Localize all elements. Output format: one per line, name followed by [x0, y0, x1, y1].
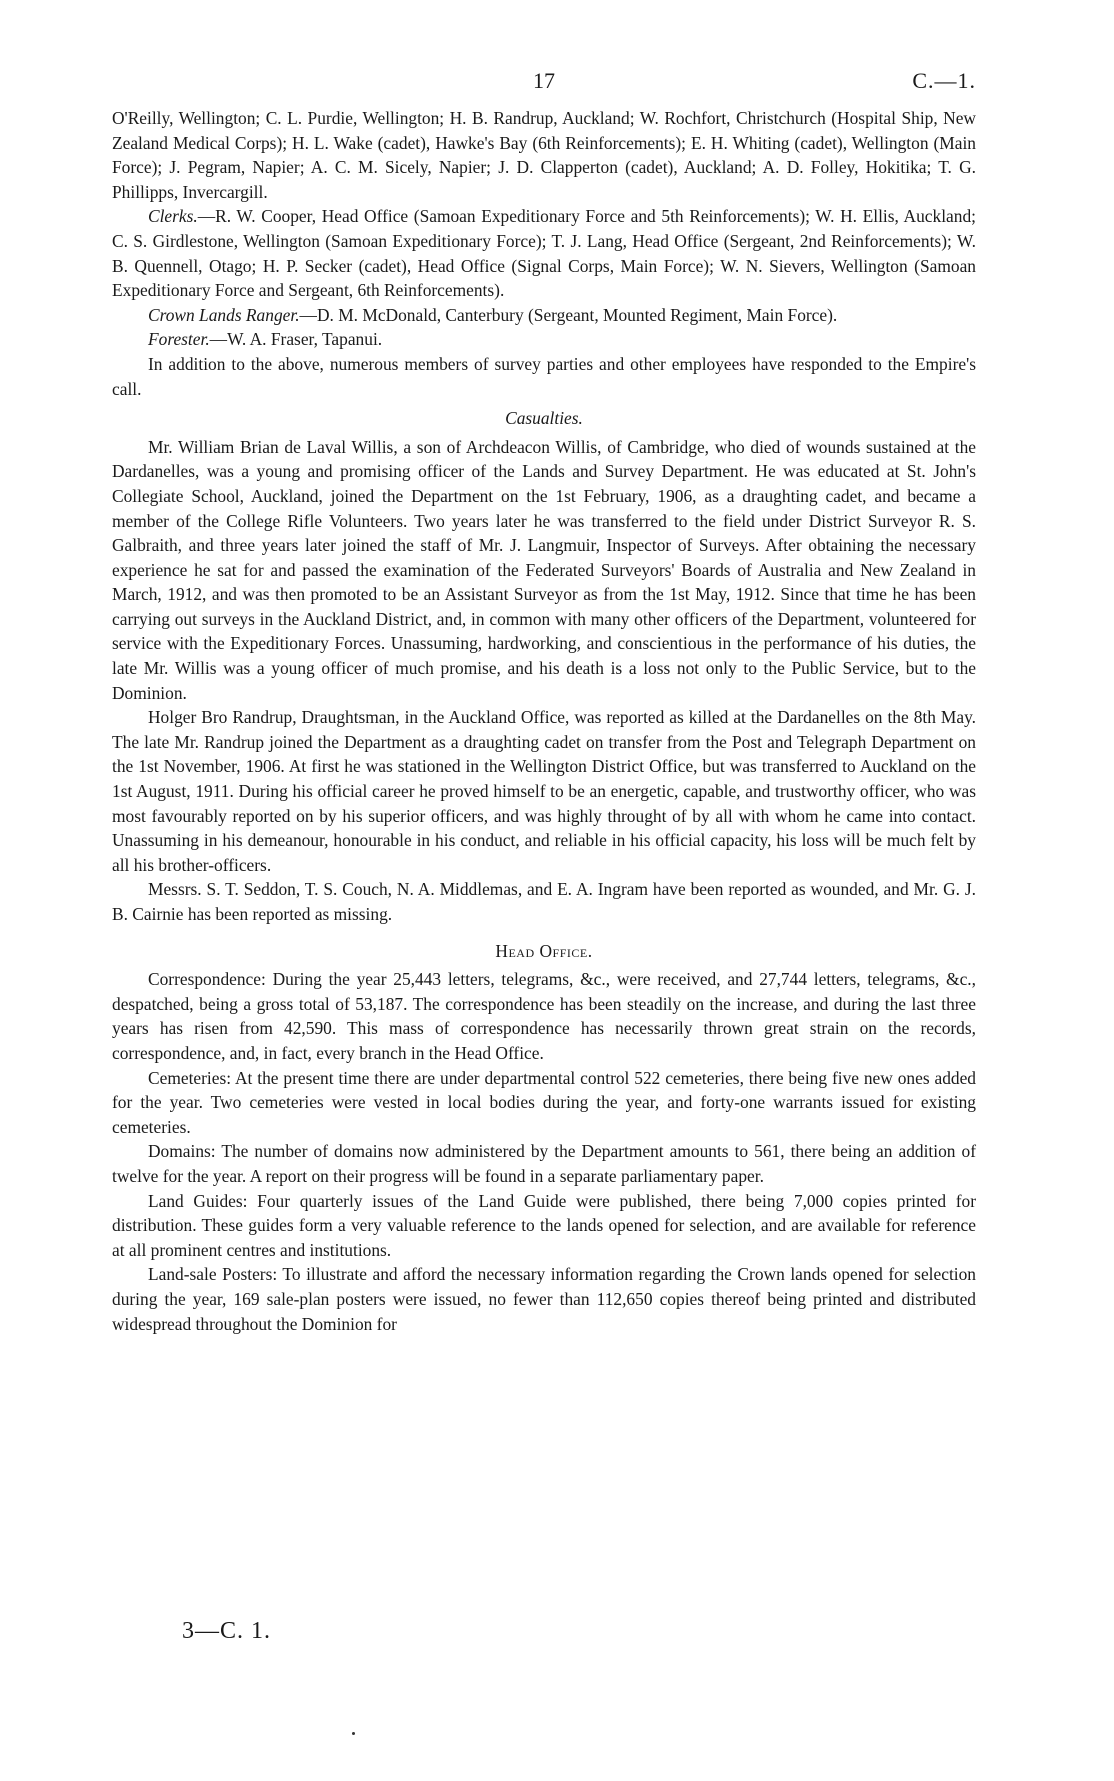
- paragraph-land-guides: Land Guides: Four quarterly issues of the Land Guide were published, there being 7,000 copies printed for distribution. These guides form a very valuable reference to the lands opened for selection, and are available for reference at all prominent centres and institutions.: [112, 1190, 976, 1260]
- forester-text: —W. A. Fraser, Tapanui.: [209, 329, 383, 350]
- paragraph-addition: In addition to the above, numerous members of survey parties and other employees have responded to the Empire's call.: [112, 353, 976, 399]
- forester-label: Forester.: [148, 329, 210, 350]
- clerks-label: Clerks.: [148, 206, 198, 227]
- paragraph-cemeteries: Cemeteries: At the present time there are under departmental control 522 cemeteries, there being five new ones added for the year. Two cemeteries were vested in local bodies during the year, and forty-one warrants issued for existing cemeteries.: [112, 1067, 976, 1137]
- paragraph-ranger: [112, 303, 976, 328]
- ranger-label: Crown Lands Ranger.: [148, 304, 300, 325]
- head-office-heading: Head Office.: [495, 940, 593, 961]
- paragraph-willis: Mr. William Brian de Laval Willis, a son of Archdeacon Willis, of Cambridge, who died of wounds sustained at the Dardanelles, was a young and promising officer of the Lands and Survey Department. He was educated at St. John's Collegiate School, Auckland, joined the Department on the 1st February, 1906, as a draughting cadet, and became a member of the College Rifle Volunteers. Two years later he was transferred to the field under District Surveyor R. S. Galbraith, and three years later joined the staff of Mr. J. Langmuir, Inspector of Surveys. After obtaining the necessary experience he sat for and passed the examination of the Federated Surveyors' Boards of Australia and New Zealand in March, 1912, and was then promoted to be an Assistant Surveyor as from the 1st May, 1912. Since that time he has been carrying out surveys in the Auckland District, and, in common with many other officers of the Department, volunteered for service with the Expeditionary Forces. Unassuming, hardworking, and conscientious in the performance of his duties, the late Mr. Willis was a young officer of much promise, and his death is a loss not only to the Public Service, but to the Dominion.: [112, 436, 976, 703]
- document-body: [112, 106, 976, 1336]
- paragraph-surveyors-list: O'Reilly, Wellington; C. L. Purdie, Wellington; H. B. Randrup, Auckland; W. Rochfort, Christchurch (Hospital Ship, New Zealand Medical Corps); H. L. Wake (cadet), Hawke's Bay (6th Reinforcements); E. H. Whiting (cadet), Wellington (Main Force); J. Pegram, Napier; A. C. M. Sicely, Napier; J. D. Clapperton (cadet), Auckland; A. D. Folley, Hokitika; T. G. Phillipps, Invercargill.: [112, 108, 976, 202]
- ranger-text: —D. M. McDonald, Canterbury (Sergeant, Mounted Regiment, Main Force).: [299, 304, 838, 325]
- clerks-text: —R. W. Cooper, Head Office (Samoan Expeditionary Force and 5th Reinforcements); W. H. Ellis, Auckland; C. S. Girdlestone, Wellington (Samoan Expeditionary Force); T. J. Lang, Head Office (Sergeant, 2nd Reinforcements); W. B. Quennell, Otago; H. P. Secker (cadet), Head Office (Signal Corps, Main Force); W. N. Sievers, Wellington (Samoan Expeditionary Force and Sergeant, 6th Reinforcements).: [112, 206, 976, 301]
- paragraph-clerks: [112, 204, 976, 302]
- paragraph-forester: [112, 327, 976, 352]
- casualties-heading: Casualties.: [505, 408, 583, 429]
- page-number: 17: [533, 68, 555, 93]
- stray-dot: [352, 1732, 355, 1735]
- signature-mark: 3—C. 1.: [182, 1618, 272, 1644]
- page-header: [112, 68, 976, 98]
- paragraph-wounded: Messrs. S. T. Seddon, T. S. Couch, N. A. Middlemas, and E. A. Ingram have been reported as wounded, and Mr. G. J. B. Cairnie has been reported as missing.: [112, 879, 976, 924]
- paragraph-correspondence: Correspondence: During the year 25,443 letters, telegrams, &c., were received, and 27,744 letters, telegrams, &c., despatched, being a gross total of 53,187. The correspondence has been steadily on the increase, and during the last three years has risen from 42,590. This mass of correspondence has necessarily thrown great strain on the records, correspondence, and, in fact, every branch in the Head Office.: [112, 969, 976, 1063]
- paragraph-domains: Domains: The number of domains now administered by the Department amounts to 561, there being an addition of twelve for the year. A report on their progress will be found in a separate parliamentary paper.: [112, 1141, 976, 1186]
- document-reference: C.—1.: [912, 68, 976, 93]
- paragraph-land-sale-posters: Land-sale Posters: To illustrate and afford the necessary information regarding the Crown lands opened for selection during the year, 169 sale-plan posters were issued, no fewer than 112,650 copies thereof being printed and distributed widespread throughout the Dominion for: [112, 1264, 976, 1334]
- paragraph-randrup: Holger Bro Randrup, Draughtsman, in the Auckland Office, was reported as killed at the Dardanelles on the 8th May. The late Mr. Randrup joined the Department as a draughting cadet on transfer from the Post and Telegraph Department on the 1st November, 1906. At first he was stationed in the Wellington District Office, but was transferred to Auckland on the 1st August, 1911. During his official career he proved himself to be an energetic, capable, and trustworthy officer, who was most favourably reported on by his superior officers, and was highly throught of by all with whom he came into contact. Unassuming in his demeanour, honourable in his conduct, and reliable in his official capacity, his loss will be much felt by all his brother-officers.: [112, 707, 976, 875]
